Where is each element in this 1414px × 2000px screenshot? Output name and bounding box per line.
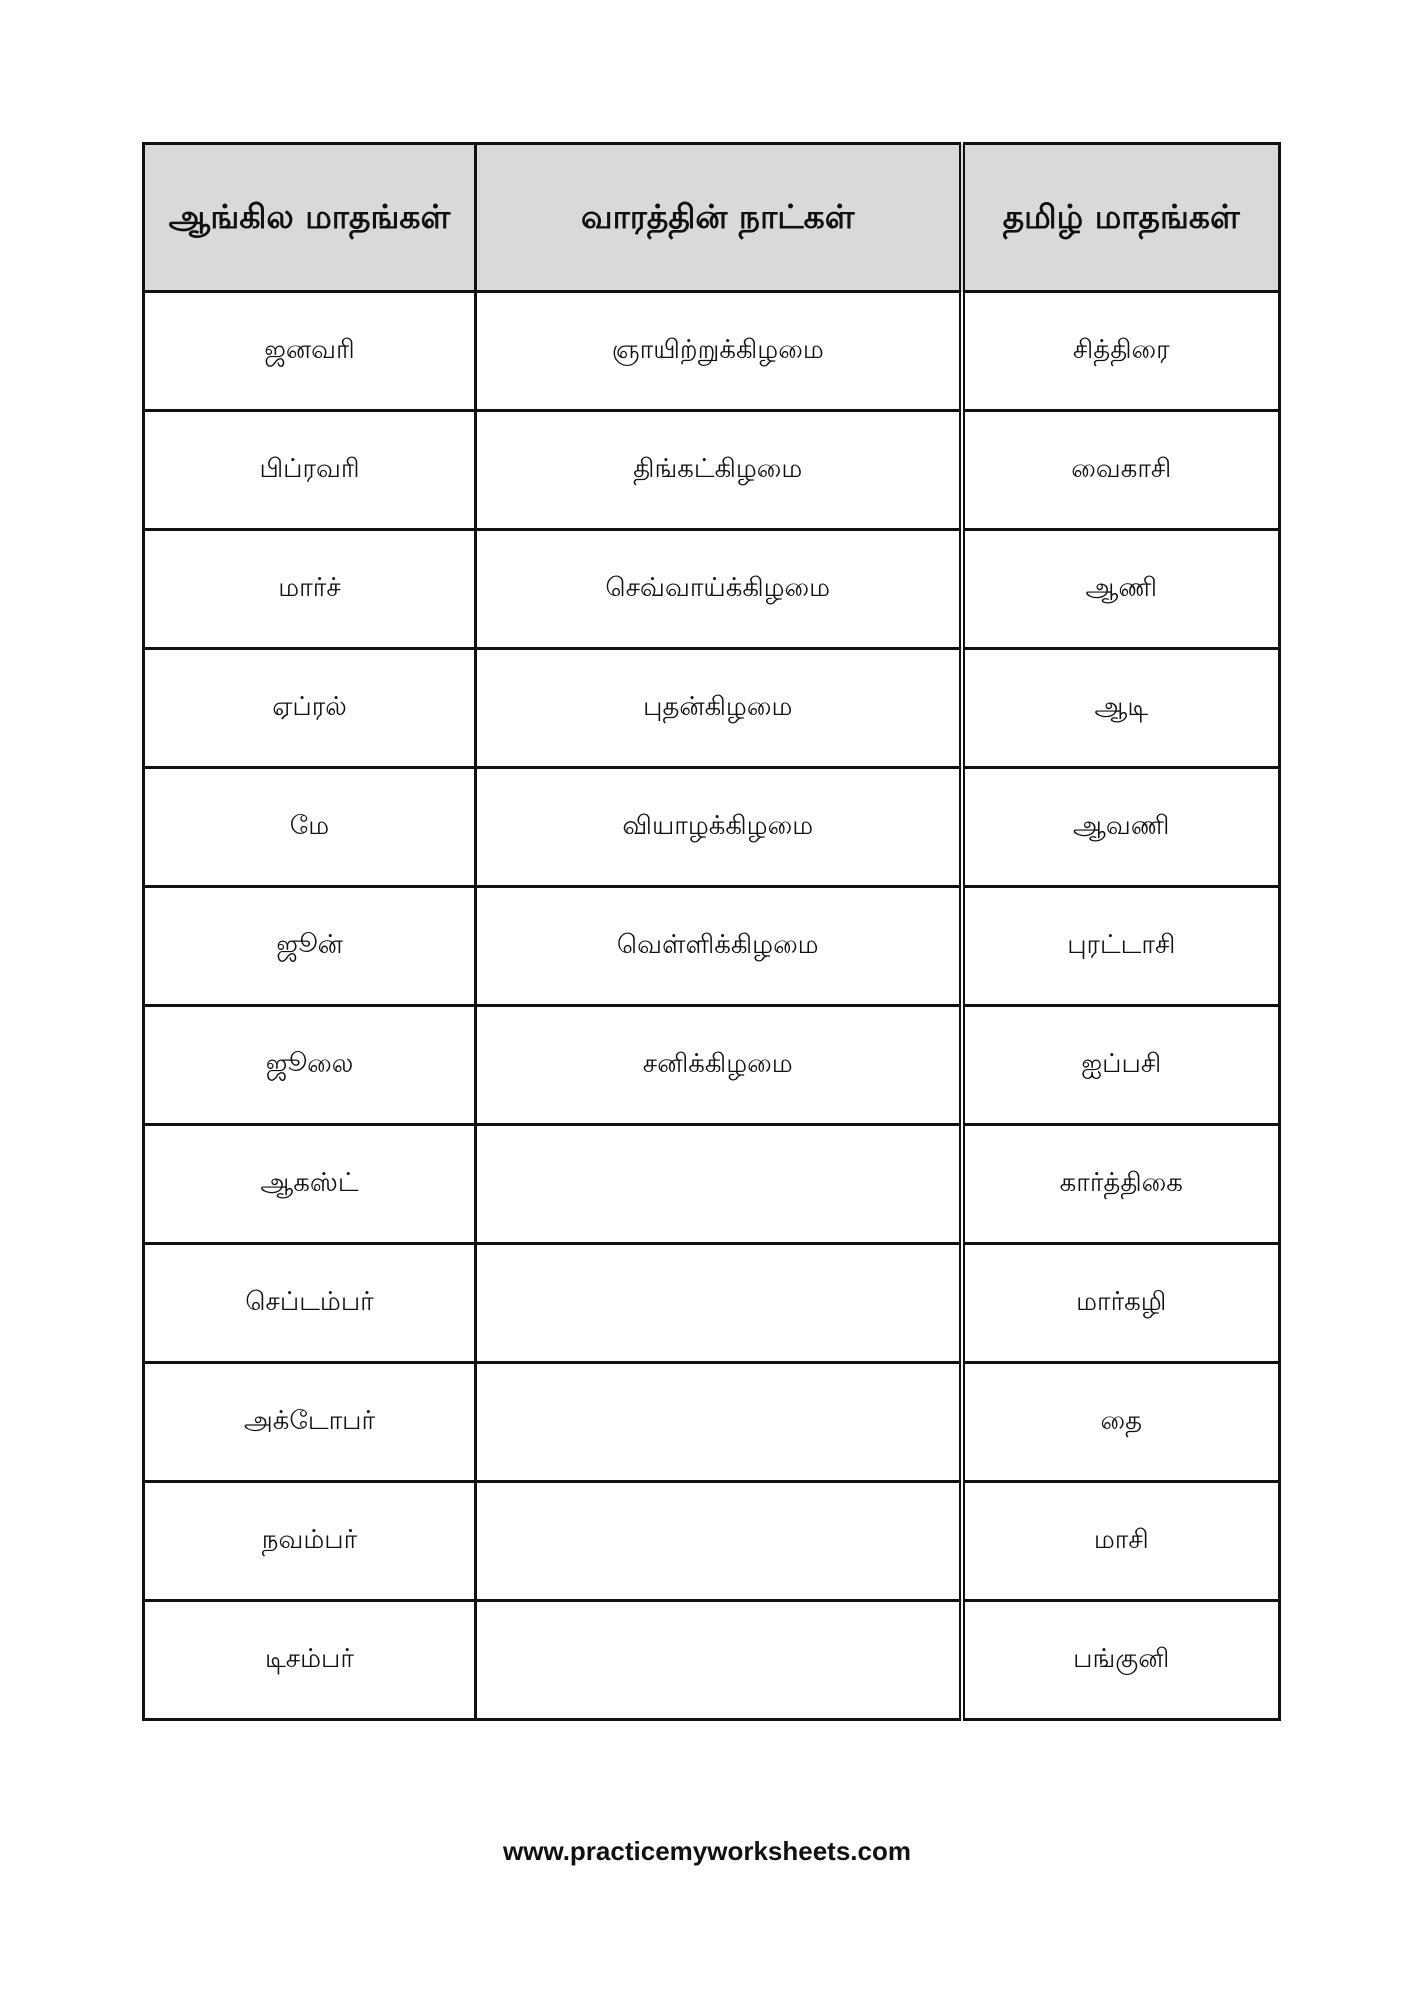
week-day-cell [476,1244,962,1363]
week-day-cell: ஞாயிற்றுக்கிழமை [476,292,962,411]
table-header-row [144,144,1280,292]
tamil-month-cell: மார்கழி [962,1244,1280,1363]
english-month-cell: ஜனவரி [144,292,476,411]
table-row [144,768,1280,887]
table-row [144,1244,1280,1363]
english-month-cell: ஆகஸ்ட் [144,1125,476,1244]
tamil-month-cell: புரட்டாசி [962,887,1280,1006]
week-day-cell [476,1363,962,1482]
tamil-month-cell: பங்குனி [962,1601,1280,1720]
header-english-months: ஆங்கில மாதங்கள் [144,144,476,292]
tamil-month-cell: வைகாசி [962,411,1280,530]
table-row [144,887,1280,1006]
header-tamil-months: தமிழ் மாதங்கள் [962,144,1280,292]
week-day-cell [476,1601,962,1720]
week-day-cell: வியாழக்கிழமை [476,768,962,887]
tamil-month-cell: ஆவணி [962,768,1280,887]
tamil-month-cell: ஐப்பசி [962,1006,1280,1125]
english-month-cell: மார்ச் [144,530,476,649]
tamil-month-cell: சித்திரை [962,292,1280,411]
tamil-month-cell: ஆடி [962,649,1280,768]
tamil-month-cell: தை [962,1363,1280,1482]
english-month-cell: நவம்பர் [144,1482,476,1601]
table-row [144,530,1280,649]
header-week-days: வாரத்தின் நாட்கள் [476,144,962,292]
table-row [144,1482,1280,1601]
week-day-cell [476,1125,962,1244]
week-day-cell [476,1482,962,1601]
week-day-cell: வெள்ளிக்கிழமை [476,887,962,1006]
english-month-cell: ஜூன் [144,887,476,1006]
tamil-month-cell: கார்த்திகை [962,1125,1280,1244]
tamil-month-cell: ஆணி [962,530,1280,649]
english-month-cell: டிசம்பர் [144,1601,476,1720]
table-row [144,649,1280,768]
week-day-cell: திங்கட்கிழமை [476,411,962,530]
table-row [144,292,1280,411]
table-row [144,1125,1280,1244]
english-month-cell: அக்டோபர் [144,1363,476,1482]
english-month-cell: செப்டம்பர் [144,1244,476,1363]
english-month-cell: ஜூலை [144,1006,476,1125]
table-row [144,1006,1280,1125]
week-day-cell: செவ்வாய்க்கிழமை [476,530,962,649]
english-month-cell: பிப்ரவரி [144,411,476,530]
week-day-cell: சனிக்கிழமை [476,1006,962,1125]
table-row [144,411,1280,530]
english-month-cell: மே [144,768,476,887]
tamil-month-cell: மாசி [962,1482,1280,1601]
english-month-cell: ஏப்ரல் [144,649,476,768]
table-row [144,1363,1280,1482]
week-day-cell: புதன்கிழமை [476,649,962,768]
table-row [144,1601,1280,1720]
footer-website-url: www.practicemyworksheets.com [503,1836,911,1866]
months-days-table [142,142,1281,1721]
